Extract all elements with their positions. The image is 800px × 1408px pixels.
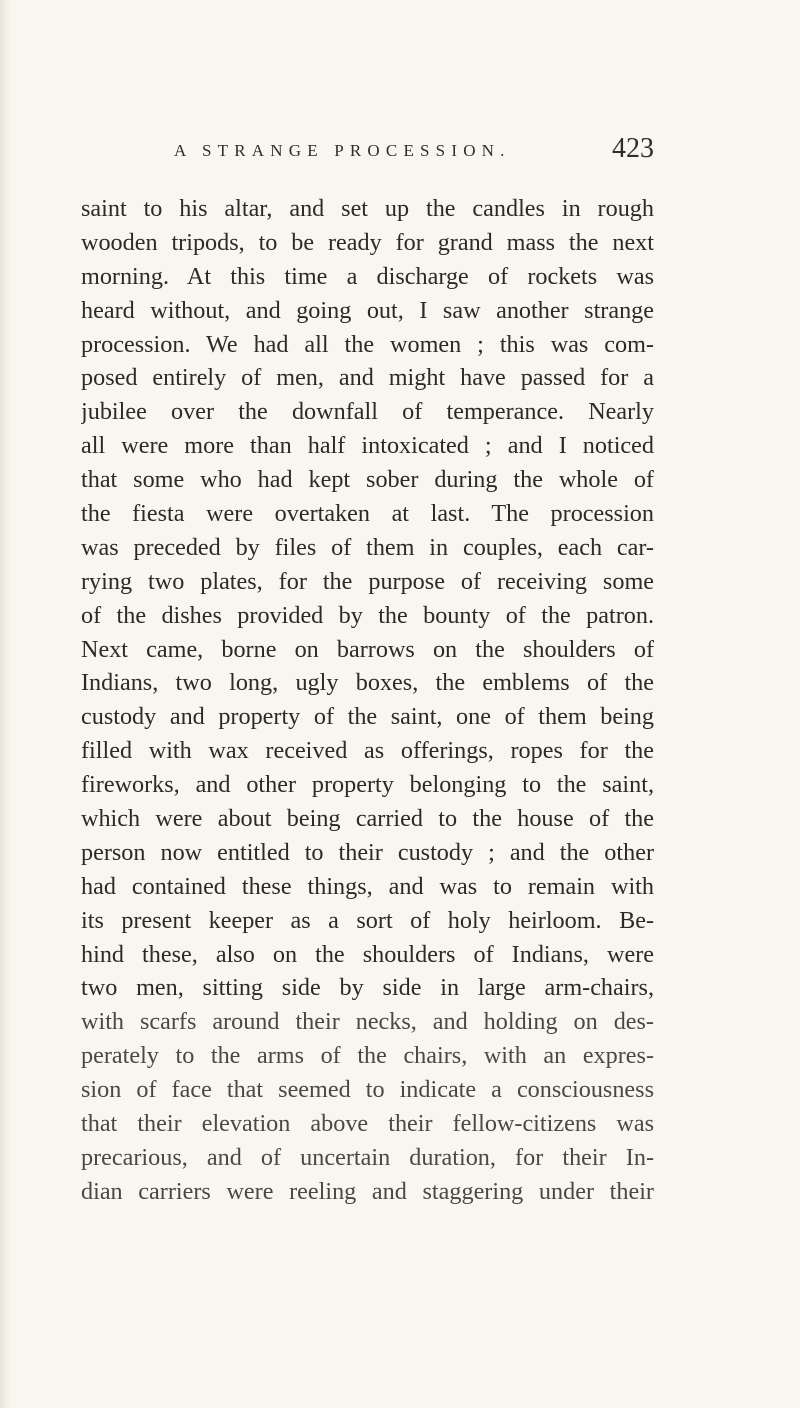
text-line: dian carriers were reeling and staggering under their <box>81 1177 654 1205</box>
text-line: saint to his altar, and set up the candles in rough <box>81 195 654 222</box>
text-line: jubilee over the downfall of temperance. Nearly <box>81 398 654 426</box>
text-line: had contained these things, and was to remain with <box>81 872 654 900</box>
text-line: person now entitled to their custody ; and the other <box>81 838 654 866</box>
text-line: Indians, two long, ugly boxes, the emblems of the <box>81 669 654 697</box>
text-line: Next came, borne on barrows on the shoulders of <box>81 635 654 663</box>
text-line: morning. At this time a discharge of rockets was <box>81 262 654 290</box>
text-line: which were about being carried to the house of the <box>81 805 654 833</box>
text-line: hind these, also on the shoulders of Indians, were <box>81 940 654 968</box>
text-line: perately to the arms of the chairs, with an expres- <box>81 1042 654 1070</box>
text-line: was preceded by files of them in couples, each car- <box>81 533 654 561</box>
text-line: rying two plates, for the purpose of receiving some <box>81 567 654 595</box>
text-line: posed entirely of men, and might have passed for a <box>81 364 654 392</box>
text-line: its present keeper as a sort of holy heirloom. Be- <box>81 906 654 934</box>
page-edge-shadow <box>0 0 10 1408</box>
text-line: with scarfs around their necks, and holding on des- <box>81 1008 654 1036</box>
text-line: of the dishes provided by the bounty of the patron. <box>81 601 654 629</box>
text-line: fireworks, and other property belonging to the saint, <box>81 771 654 799</box>
running-head <box>174 133 654 167</box>
text-line: all were more than half intoxicated ; and I noticed <box>81 432 654 460</box>
text-line: that some who had kept sober during the whole of <box>81 466 654 494</box>
text-line: precarious, and of uncertain duration, for their In- <box>81 1143 654 1171</box>
text-line: procession. We had all the women ; this was com- <box>81 330 654 358</box>
page-number: 423 <box>612 133 654 164</box>
text-line: filled with wax received as offerings, ropes for the <box>81 737 654 765</box>
text-line: that their elevation above their fellow-citizens was <box>81 1110 654 1138</box>
body-text <box>81 192 654 1209</box>
running-title: A STRANGE PROCESSION. <box>174 141 511 160</box>
text-line: heard without, and going out, I saw another strange <box>81 296 654 324</box>
text-line: wooden tripods, to be ready for grand mass the next <box>81 228 654 256</box>
text-line: sion of face that seemed to indicate a consciousness <box>81 1076 654 1104</box>
text-line: custody and property of the saint, one of them being <box>81 703 654 731</box>
text-line: two men, sitting side by side in large arm-chairs, <box>81 974 654 1002</box>
text-line: the fiesta were overtaken at last. The procession <box>81 500 654 528</box>
